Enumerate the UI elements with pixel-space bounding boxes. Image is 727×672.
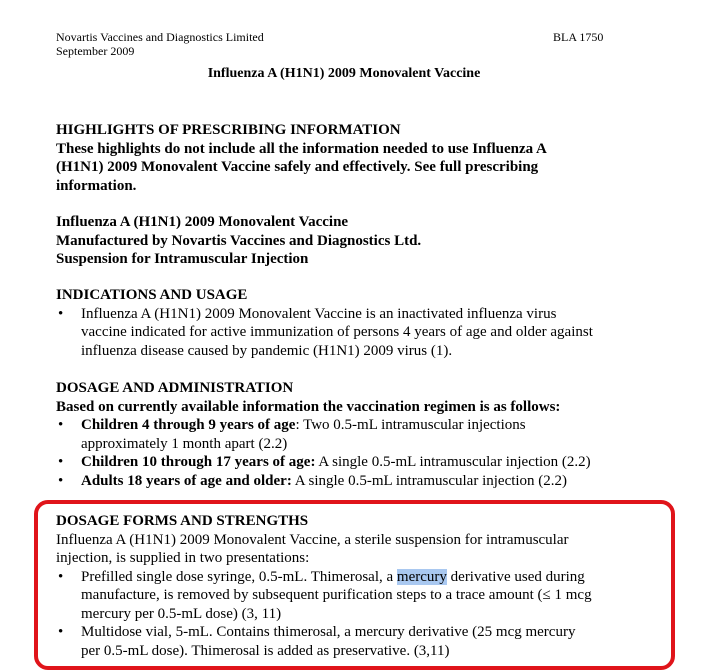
list-item bbox=[56, 453, 676, 472]
dosage-item-text: A single 0.5-mL intramuscular injection (2.2) bbox=[291, 472, 568, 489]
forms-intro: injection, is supplied in two presentations: bbox=[56, 550, 310, 566]
forms-item-text: manufacture, is removed by subsequent purification steps to a trace amount (≤ 1 mcg bbox=[81, 587, 592, 603]
list-item bbox=[56, 305, 676, 361]
dosage-heading: DOSAGE AND ADMINISTRATION bbox=[56, 380, 294, 396]
company-name: Novartis Vaccines and Diagnostics Limited bbox=[56, 30, 264, 44]
forms-item-text: mercury per 0.5-mL dose) (3, 11) bbox=[81, 605, 282, 622]
annotation-highlight-box bbox=[34, 500, 675, 670]
indications-line: influenza disease caused by pandemic (H1N1) 2009 virus (1). bbox=[81, 342, 453, 359]
forms-intro: Influenza A (H1N1) 2009 Monovalent Vaccine, a sterile suspension for intramuscular bbox=[56, 531, 569, 548]
list-item bbox=[56, 416, 676, 453]
dosage-item-text: : Two 0.5-mL intramuscular injections bbox=[295, 417, 526, 433]
bla-number: BLA 1750 bbox=[553, 30, 604, 44]
highlights-section bbox=[56, 121, 676, 195]
highlights-heading: HIGHLIGHTS OF PRESCRIBING INFORMATION bbox=[56, 122, 401, 138]
forms-item-text: • Multidose vial, 5-mL. Contains thimerosal, a mercury derivative (25 mcg mercury bbox=[81, 624, 576, 640]
dosage-item-bold: Adults 18 years of age and older: bbox=[81, 472, 292, 489]
forms-item-text: derivative used during bbox=[446, 568, 585, 585]
indications-list bbox=[56, 305, 676, 361]
dosage-item-text: approximately 1 month apart (2.2) bbox=[81, 435, 288, 452]
product-form: Suspension for Intramuscular Injection bbox=[56, 251, 309, 267]
search-highlight[interactable]: mercury bbox=[396, 568, 447, 585]
highlights-line: information. bbox=[56, 177, 137, 194]
product-name: Influenza A (H1N1) 2009 Monovalent Vaccine bbox=[56, 214, 349, 230]
dosage-list bbox=[56, 416, 676, 490]
document-date: September 2009 bbox=[56, 44, 135, 58]
highlights-line: (H1N1) 2009 Monovalent Vaccine safely and effectively. See full prescribing bbox=[56, 159, 539, 175]
indications-heading: INDICATIONS AND USAGE bbox=[56, 287, 248, 303]
dosage-intro: Based on currently available information the vaccination regimen is as follows: bbox=[56, 398, 561, 415]
dosage-section-header bbox=[56, 379, 676, 416]
forms-item-text: per 0.5-mL dose). Thimerosal is added as preservative. (3,11) bbox=[81, 642, 450, 659]
indications-line: vaccine indicated for active immunization of persons 4 years of age and older against bbox=[81, 324, 593, 340]
forms-item-text: Prefilled single dose syringe, 0.5-mL. Thimerosal, a bbox=[81, 568, 397, 585]
dosage-item-bold: Children 10 through 17 years of age: bbox=[81, 454, 316, 470]
dosage-item-bold: Children 4 through 9 years of age bbox=[81, 417, 296, 433]
dosage-item-text: A single 0.5-mL intramuscular injection (2.2) bbox=[315, 454, 591, 470]
indications-line: • Influenza A (H1N1) 2009 Monovalent Vaccine is an inactivated influenza virus bbox=[81, 305, 557, 322]
product-title: Influenza A (H1N1) 2009 Monovalent Vaccine bbox=[207, 66, 481, 81]
list-item bbox=[56, 472, 676, 491]
product-info-section bbox=[56, 213, 676, 269]
manufacturer: Manufactured by Novartis Vaccines and Diagnostics Ltd. bbox=[56, 232, 422, 249]
forms-heading: DOSAGE FORMS AND STRENGTHS bbox=[56, 513, 309, 529]
highlights-line: These highlights do not include all the information needed to use Influenza A bbox=[56, 140, 547, 157]
